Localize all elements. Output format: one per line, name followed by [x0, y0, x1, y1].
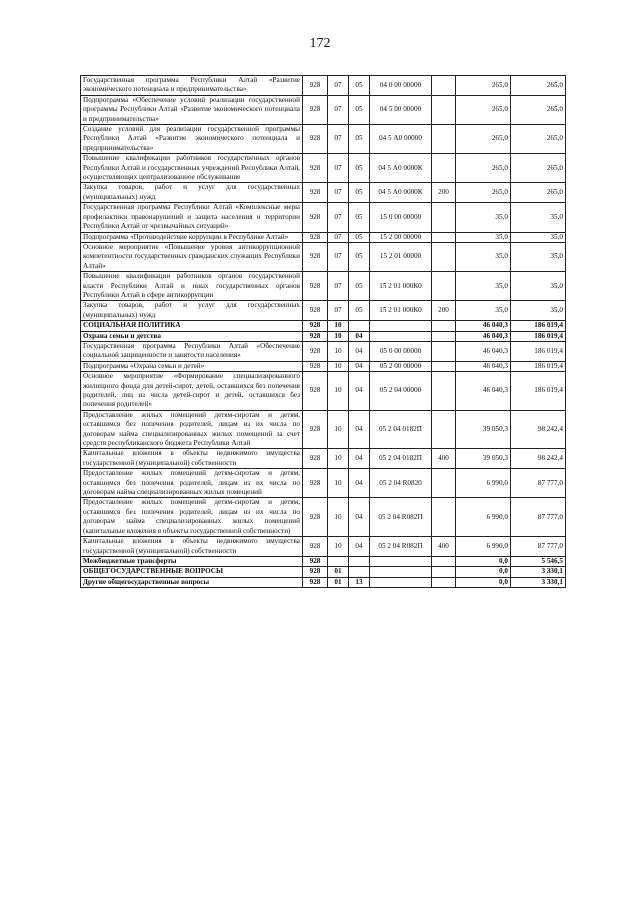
- table-row: [81, 321, 566, 331]
- table-row: [81, 183, 566, 203]
- podrazdel-cell: 05: [349, 272, 370, 301]
- expense-type-cell: [432, 125, 456, 154]
- razdel-cell: 10: [328, 469, 349, 498]
- target-article-cell: 04 0 00 00000: [370, 76, 432, 96]
- expense-type-cell: [432, 95, 456, 124]
- expense-type-cell: [432, 341, 456, 361]
- target-article-cell: [370, 567, 432, 577]
- razdel-cell: 07: [328, 183, 349, 203]
- row-name-cell: Подпрограмма «Обеспечение условий реализации государственной программы Республики Алтай «Развитие экономического потенциала и предпринимательства»: [81, 95, 303, 124]
- row-name-cell: Повышение квалификации работников органов государственной власти Республики Алтай и иных государственных органов Республики Алтай в сфере антикоррупции: [81, 272, 303, 301]
- row-name-cell: Капитальные вложения в объекты недвижимого имущества государственной (муниципальной) собственности: [81, 449, 303, 469]
- expense-type-cell: [432, 556, 456, 566]
- target-article-cell: [370, 556, 432, 566]
- row-name-cell: Закупка товаров, работ и услуг для государственных (муниципальных) нужд: [81, 301, 303, 321]
- amount-year1-cell: 35,0: [456, 301, 511, 321]
- amount-year1-cell: 39 050,3: [456, 449, 511, 469]
- target-article-cell: 05 2 04 0182П: [370, 410, 432, 449]
- podrazdel-cell: 04: [349, 341, 370, 361]
- ved-code-cell: 928: [303, 154, 328, 183]
- target-article-cell: 05 2 04 R0820: [370, 469, 432, 498]
- table-row: [81, 154, 566, 183]
- target-article-cell: 15 2 01 000К0: [370, 272, 432, 301]
- expense-type-cell: [432, 469, 456, 498]
- expense-type-cell: [432, 321, 456, 331]
- amount-year1-cell: 0,0: [456, 577, 511, 587]
- ved-code-cell: 928: [303, 537, 328, 557]
- podrazdel-cell: 04: [349, 449, 370, 469]
- ved-code-cell: 928: [303, 125, 328, 154]
- target-article-cell: 05 2 04 R082П: [370, 537, 432, 557]
- razdel-cell: 01: [328, 567, 349, 577]
- target-article-cell: 15 2 01 000К0: [370, 301, 432, 321]
- expense-type-cell: [432, 577, 456, 587]
- row-name-cell: Закупка товаров, работ и услуг для государственных (муниципальных) нужд: [81, 183, 303, 203]
- target-article-cell: 04 5 А0 0000К: [370, 183, 432, 203]
- podrazdel-cell: 05: [349, 242, 370, 271]
- table-row: [81, 301, 566, 321]
- amount-year1-cell: 265,0: [456, 76, 511, 96]
- amount-year1-cell: 6 990,0: [456, 498, 511, 537]
- row-name-cell: Повышение квалификации работников государственных органов Республики Алтай и государственных учреждений Республики Алтай, осуществляющих централизованное обслуживание: [81, 154, 303, 183]
- row-name-cell: Основное мероприятие «Формирование специализированного жилищного фонда для детей-сирот, детей, оставшихся без попечения родителей, лиц из числа детей-сирот и детей, оставшихся без попечения родителей»: [81, 372, 303, 411]
- expense-type-cell: 400: [432, 537, 456, 557]
- row-name-cell: Государственная программа Республики Алтай «Развитие экономического потенциала и предпринимательства»: [81, 76, 303, 96]
- budget-table: [80, 75, 566, 588]
- expense-type-cell: [432, 567, 456, 577]
- amount-year1-cell: 35,0: [456, 232, 511, 242]
- razdel-cell: 07: [328, 76, 349, 96]
- razdel-cell: 10: [328, 410, 349, 449]
- razdel-cell: 07: [328, 301, 349, 321]
- target-article-cell: [370, 321, 432, 331]
- razdel-cell: 10: [328, 537, 349, 557]
- podrazdel-cell: 05: [349, 76, 370, 96]
- expense-type-cell: [432, 154, 456, 183]
- ved-code-cell: 928: [303, 449, 328, 469]
- ved-code-cell: 928: [303, 469, 328, 498]
- razdel-cell: 07: [328, 203, 349, 232]
- amount-year1-cell: 35,0: [456, 242, 511, 271]
- amount-year2-cell: 186 019,4: [511, 321, 566, 331]
- podrazdel-cell: 05: [349, 154, 370, 183]
- amount-year2-cell: 186 019,4: [511, 341, 566, 361]
- row-name-cell: Предоставление жилых помещений детям-сиротам и детям, оставшимся без попечения родителей, лицам из их числа по договорам найма специализированных жилых помещений: [81, 469, 303, 498]
- page-number: 172: [309, 36, 331, 51]
- target-article-cell: 15 2 00 00000: [370, 232, 432, 242]
- expense-type-cell: [432, 76, 456, 96]
- row-name-cell: Основное мероприятие «Повышение уровня антикоррупционной компетентности государственных гражданских служащих Республики Алтай»: [81, 242, 303, 271]
- podrazdel-cell: 04: [349, 469, 370, 498]
- amount-year1-cell: 35,0: [456, 272, 511, 301]
- podrazdel-cell: 05: [349, 203, 370, 232]
- amount-year2-cell: 265,0: [511, 183, 566, 203]
- ved-code-cell: 928: [303, 372, 328, 411]
- razdel-cell: 07: [328, 125, 349, 154]
- podrazdel-cell: 13: [349, 577, 370, 587]
- ved-code-cell: 928: [303, 361, 328, 371]
- expense-type-cell: [432, 272, 456, 301]
- table-row: [81, 76, 566, 96]
- amount-year1-cell: 46 040,3: [456, 331, 511, 341]
- amount-year2-cell: 87 777,0: [511, 498, 566, 537]
- row-name-cell: Подпрограмма «Противодействие коррупции в Республике Алтай»: [81, 232, 303, 242]
- amount-year2-cell: 35,0: [511, 232, 566, 242]
- row-name-cell: Предоставление жилых помещений детям-сиротам и детям, оставшимся без попечения родителей, лицам из их числа по договорам найма специализированных жилых помещений за счет средств республиканского бюджета Республики Алтай: [81, 410, 303, 449]
- expense-type-cell: 400: [432, 449, 456, 469]
- razdel-cell: 07: [328, 95, 349, 124]
- table-row: [81, 203, 566, 232]
- target-article-cell: 05 2 00 00000: [370, 361, 432, 371]
- expense-type-cell: [432, 232, 456, 242]
- razdel-cell: 10: [328, 361, 349, 371]
- amount-year2-cell: 98 242,4: [511, 410, 566, 449]
- expense-type-cell: [432, 361, 456, 371]
- table-row: [81, 341, 566, 361]
- row-name-cell: Предоставление жилых помещений детям-сиротам и детям, оставшимся без попечения родителей, лицам из их числа по договорам найма специализированных жилых помещений (капитальные вложения в объекты государственной собственности): [81, 498, 303, 537]
- ved-code-cell: 928: [303, 301, 328, 321]
- expense-type-cell: 200: [432, 301, 456, 321]
- podrazdel-cell: 04: [349, 331, 370, 341]
- row-name-cell: Другие общегосударственные вопросы: [81, 577, 303, 587]
- amount-year2-cell: 35,0: [511, 272, 566, 301]
- amount-year2-cell: 87 777,0: [511, 537, 566, 557]
- amount-year1-cell: 0,0: [456, 556, 511, 566]
- ved-code-cell: 928: [303, 341, 328, 361]
- razdel-cell: [328, 556, 349, 566]
- table-row: [81, 577, 566, 587]
- amount-year2-cell: 35,0: [511, 242, 566, 271]
- ved-code-cell: 928: [303, 95, 328, 124]
- amount-year1-cell: 265,0: [456, 183, 511, 203]
- expense-type-cell: [432, 372, 456, 411]
- row-name-cell: ОБЩЕГОСУДАРСТВЕННЫЕ ВОПРОСЫ: [81, 567, 303, 577]
- amount-year2-cell: 5 546,5: [511, 556, 566, 566]
- target-article-cell: 15 0 00 00000: [370, 203, 432, 232]
- expense-type-cell: 200: [432, 183, 456, 203]
- amount-year2-cell: 265,0: [511, 76, 566, 96]
- table-row: [81, 232, 566, 242]
- ved-code-cell: 928: [303, 321, 328, 331]
- amount-year2-cell: 265,0: [511, 95, 566, 124]
- target-article-cell: [370, 577, 432, 587]
- amount-year2-cell: 87 777,0: [511, 469, 566, 498]
- row-name-cell: Государственная программа Республики Алтай «Комплексные меры профилактики правонарушений и защита населения и территории Республики Алтай от чрезвычайных ситуаций»: [81, 203, 303, 232]
- razdel-cell: 07: [328, 272, 349, 301]
- table-row: [81, 556, 566, 566]
- amount-year2-cell: 3 330,1: [511, 577, 566, 587]
- amount-year1-cell: 39 050,3: [456, 410, 511, 449]
- row-name-cell: Охрана семьи и детства: [81, 331, 303, 341]
- expense-type-cell: [432, 410, 456, 449]
- podrazdel-cell: 04: [349, 372, 370, 411]
- amount-year1-cell: 265,0: [456, 95, 511, 124]
- table-row: [81, 372, 566, 411]
- podrazdel-cell: 04: [349, 410, 370, 449]
- row-name-cell: Подпрограмма «Охрана семьи и детей»: [81, 361, 303, 371]
- ved-code-cell: 928: [303, 577, 328, 587]
- podrazdel-cell: 04: [349, 361, 370, 371]
- table-row: [81, 125, 566, 154]
- expense-type-cell: [432, 331, 456, 341]
- row-name-cell: Капитальные вложения в объекты недвижимого имущества государственной (муниципальной) собственности: [81, 537, 303, 557]
- table-row: [81, 449, 566, 469]
- ved-code-cell: 928: [303, 272, 328, 301]
- table-row: [81, 95, 566, 124]
- table-row: [81, 567, 566, 577]
- podrazdel-cell: 05: [349, 95, 370, 124]
- row-name-cell: Межбюджетные трансферты: [81, 556, 303, 566]
- table-row: [81, 498, 566, 537]
- target-article-cell: 05 2 04 00000: [370, 372, 432, 411]
- target-article-cell: 05 2 04 R082П: [370, 498, 432, 537]
- podrazdel-cell: 05: [349, 301, 370, 321]
- amount-year2-cell: 265,0: [511, 154, 566, 183]
- amount-year2-cell: 186 019,4: [511, 331, 566, 341]
- table-row: [81, 242, 566, 271]
- table-row: [81, 331, 566, 341]
- row-name-cell: СОЦИАЛЬНАЯ ПОЛИТИКА: [81, 321, 303, 331]
- amount-year2-cell: 186 019,4: [511, 372, 566, 411]
- podrazdel-cell: 05: [349, 183, 370, 203]
- ved-code-cell: 928: [303, 498, 328, 537]
- amount-year1-cell: 46 040,3: [456, 321, 511, 331]
- podrazdel-cell: 04: [349, 537, 370, 557]
- amount-year1-cell: 265,0: [456, 154, 511, 183]
- razdel-cell: 10: [328, 372, 349, 411]
- razdel-cell: 01: [328, 577, 349, 587]
- podrazdel-cell: 04: [349, 498, 370, 537]
- table-row: [81, 361, 566, 371]
- table-row: [81, 410, 566, 449]
- amount-year1-cell: 6 990,0: [456, 469, 511, 498]
- ved-code-cell: 928: [303, 410, 328, 449]
- table-row: [81, 537, 566, 557]
- podrazdel-cell: 05: [349, 125, 370, 154]
- amount-year2-cell: 186 019,4: [511, 361, 566, 371]
- razdel-cell: 10: [328, 498, 349, 537]
- amount-year1-cell: 35,0: [456, 203, 511, 232]
- target-article-cell: 04 5 А0 00000: [370, 125, 432, 154]
- target-article-cell: [370, 331, 432, 341]
- razdel-cell: 10: [328, 341, 349, 361]
- target-article-cell: 15 2 01 00000: [370, 242, 432, 271]
- amount-year2-cell: 265,0: [511, 125, 566, 154]
- target-article-cell: 05 0 00 00000: [370, 341, 432, 361]
- razdel-cell: 07: [328, 232, 349, 242]
- ved-code-cell: 928: [303, 567, 328, 577]
- amount-year1-cell: 46 040,3: [456, 341, 511, 361]
- amount-year1-cell: 46 040,3: [456, 361, 511, 371]
- row-name-cell: Создание условий для реализации государственной программы Республики Алтай «Развитие экономического потенциала и предпринимательства»: [81, 125, 303, 154]
- expense-type-cell: [432, 498, 456, 537]
- target-article-cell: 04 5 00 00000: [370, 95, 432, 124]
- row-name-cell: Государственная программа Республики Алтай «Обеспечение социальной защищенности и занятости населения»: [81, 341, 303, 361]
- amount-year1-cell: 265,0: [456, 125, 511, 154]
- razdel-cell: 07: [328, 242, 349, 271]
- ved-code-cell: 928: [303, 242, 328, 271]
- podrazdel-cell: 05: [349, 232, 370, 242]
- amount-year2-cell: 35,0: [511, 301, 566, 321]
- ved-code-cell: 928: [303, 76, 328, 96]
- ved-code-cell: 928: [303, 183, 328, 203]
- amount-year1-cell: 6 990,0: [456, 537, 511, 557]
- amount-year1-cell: 46 040,3: [456, 372, 511, 411]
- ved-code-cell: 928: [303, 203, 328, 232]
- table-row: [81, 469, 566, 498]
- razdel-cell: 10: [328, 449, 349, 469]
- amount-year1-cell: 0,0: [456, 567, 511, 577]
- expense-type-cell: [432, 242, 456, 271]
- podrazdel-cell: [349, 321, 370, 331]
- ved-code-cell: 928: [303, 556, 328, 566]
- expense-type-cell: [432, 203, 456, 232]
- target-article-cell: 05 2 04 0182П: [370, 449, 432, 469]
- table-row: [81, 272, 566, 301]
- amount-year2-cell: 98 242,4: [511, 449, 566, 469]
- ved-code-cell: 928: [303, 331, 328, 341]
- podrazdel-cell: [349, 567, 370, 577]
- table-body: [81, 76, 566, 588]
- podrazdel-cell: [349, 556, 370, 566]
- razdel-cell: 07: [328, 154, 349, 183]
- razdel-cell: 10: [328, 321, 349, 331]
- amount-year2-cell: 35,0: [511, 203, 566, 232]
- ved-code-cell: 928: [303, 232, 328, 242]
- razdel-cell: 10: [328, 331, 349, 341]
- target-article-cell: 04 5 А0 0000К: [370, 154, 432, 183]
- amount-year2-cell: 3 330,1: [511, 567, 566, 577]
